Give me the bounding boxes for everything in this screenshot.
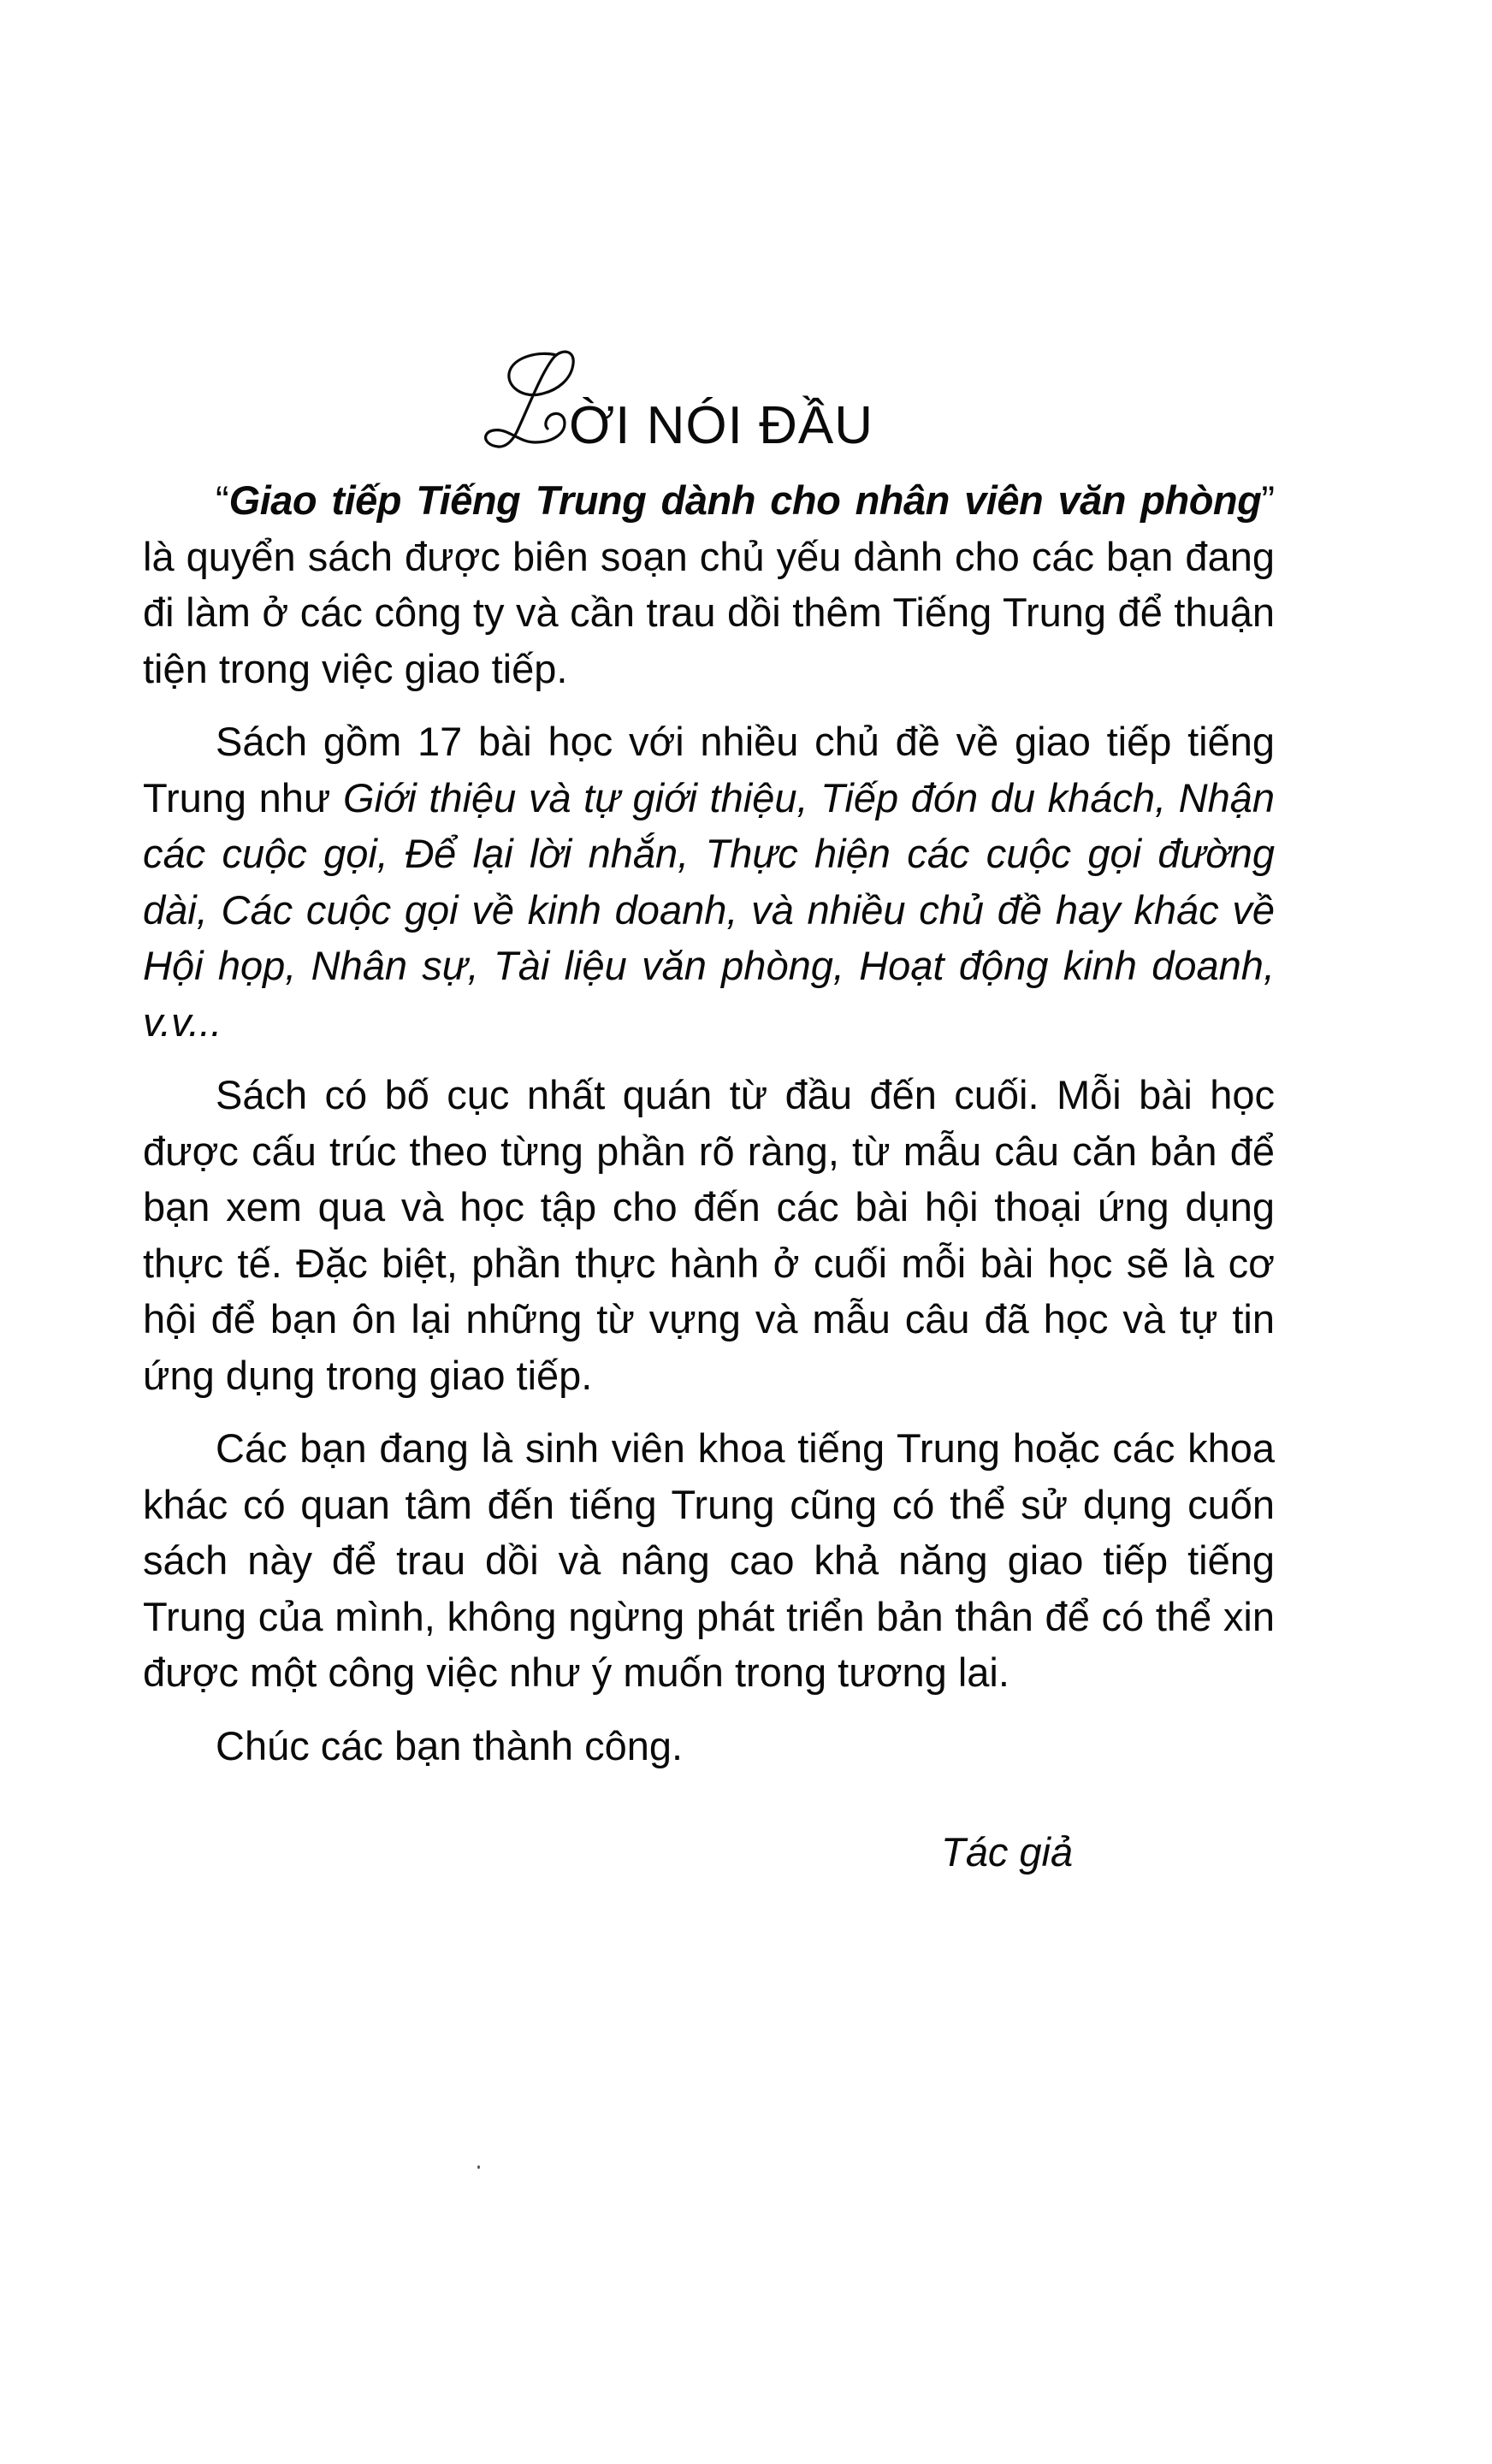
page-heading — [479, 346, 958, 458]
heading-text: ỜI NÓI ĐẦU — [569, 396, 873, 455]
paragraph-2-topics: Giới thiệu và tự giới thiệu, Tiếp đón du khách, Nhận các cuộc gọi, Để lại lời nhắn, Thực hiện các cuộc gọi đường dài, Các cuộc gọi về kinh doanh, và nhiều chủ đề hay khác về Hội họp, Nhân sự, Tài liệu văn phòng, Hoạt động kinh doanh, v.v... — [143, 774, 1275, 1045]
open-quote: “ — [216, 477, 229, 523]
closing-line: Chúc các bạn thành công. — [216, 1722, 684, 1768]
book-title: Giao tiếp Tiếng Trung dành cho nhân viên văn phòng — [228, 477, 1262, 523]
signature: Tác giả — [941, 1829, 1074, 1875]
paragraph-3: Sách có bố cục nhất quán từ đầu đến cuối. Mỗi bài học được cấu trúc theo từng phần rõ ràng, từ mẫu câu căn bản để bạn xem qua và học tập cho đến các bài hội thoại ứng dụng thực tế. Đặc biệt, phần thực hành ở cuối mỗi bài học sẽ là cơ hội để bạn ôn lại những từ vựng và mẫu câu đã học và tự tin ứng dụng trong giao tiếp. — [143, 1072, 1275, 1398]
close-quote: ” — [1261, 477, 1275, 523]
scan-speck — [477, 2165, 480, 2169]
paragraph-4: Các bạn đang là sinh viên khoa tiếng Trung hoặc các khoa khác có quan tâm đến tiếng Trung cũng có thể sử dụng cuốn sách này để trau dồi và nâng cao khả năng giao tiếp tiếng Trung của mình, không ngừng phát triển bản thân để có thể xin được một công việc như ý muốn trong tương lai. — [143, 1425, 1275, 1695]
paragraph-2 — [143, 714, 1275, 1050]
preface-body — [143, 472, 1275, 1791]
paragraph-1 — [143, 472, 1275, 696]
paragraph-2-lead: Sách gồm 17 bài học với nhiều chủ đề về giao tiếp tiếng Trung như — [143, 719, 1275, 820]
paragraph-1-text: là quyển sách được biên soạn chủ yếu dành cho các bạn đang đi làm ở các công ty và cần trau dồi thêm Tiếng Trung để thuận tiện trong việc giao tiếp. — [143, 533, 1275, 691]
